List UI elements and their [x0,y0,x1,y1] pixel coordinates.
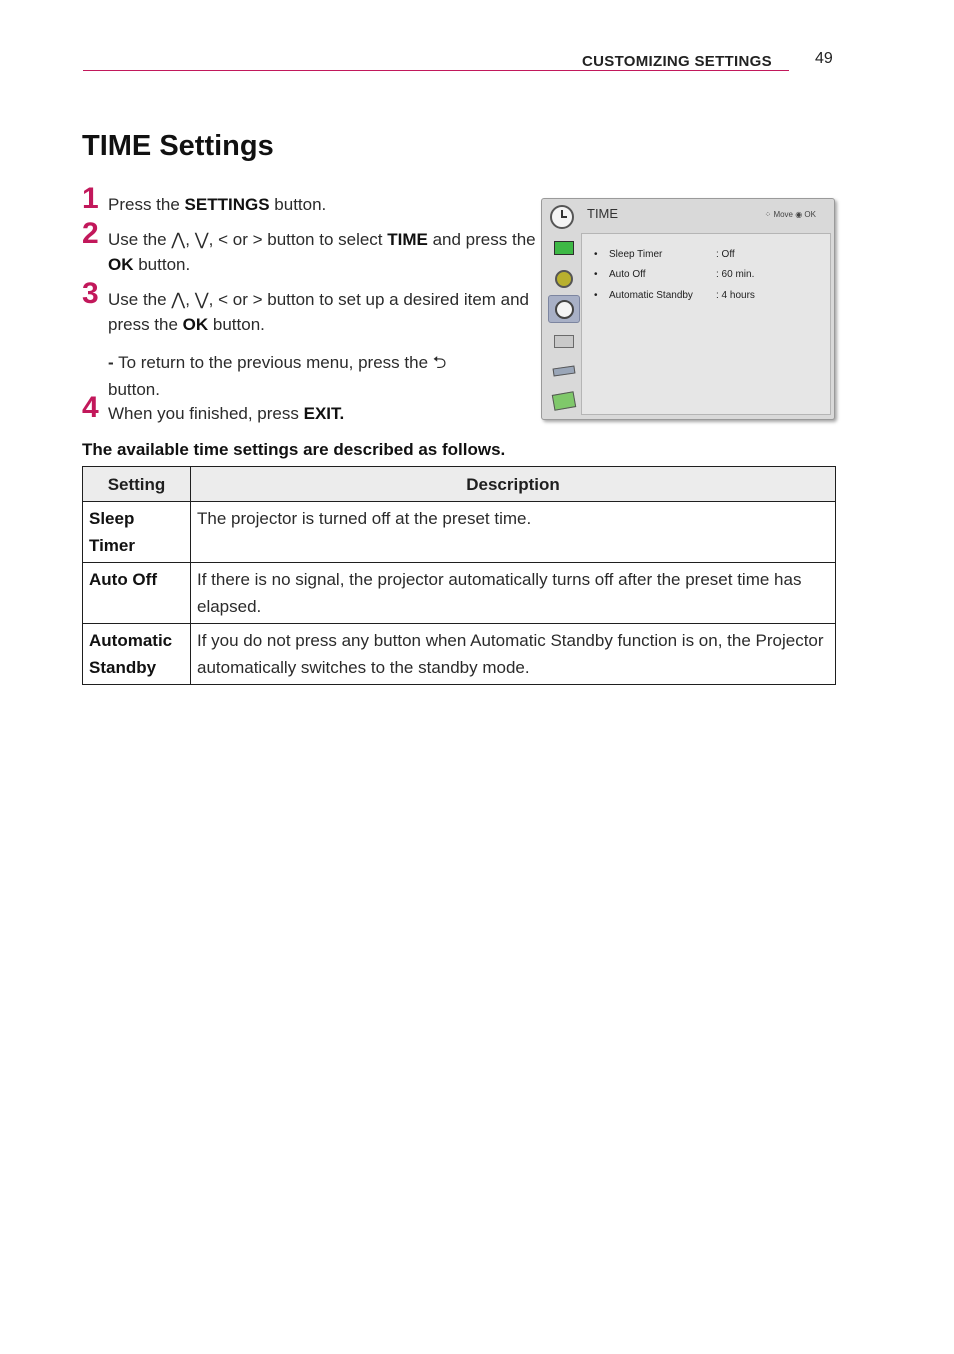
setting-name: Sleep Timer [83,502,191,563]
step-number: 3 [82,277,99,310]
osd-settings-panel [581,233,831,415]
clock-icon [555,300,574,319]
osd-item-sleep-timer[interactable]: • Sleep Timer : Off [594,249,735,260]
setting-description: The projector is turned off at the preset time. [191,502,836,563]
settings-table [82,466,836,685]
page-number: 49 [815,50,833,67]
osd-category-time[interactable] [548,295,580,323]
step-text: Use the ⋀, ⋁, < or > button to set up a desired item and press the OK button. [108,290,530,334]
step-text: Press the SETTINGS button. [108,195,327,214]
setting-description: If there is no signal, the projector automatically turns off after the preset time has elapsed. [191,563,836,624]
osd-item-auto-off[interactable]: • Auto Off : 60 min. [594,269,755,280]
briefcase-icon [554,335,574,348]
step-3 [82,277,542,337]
monitor-icon [554,241,574,255]
section-title: CUSTOMIZING SETTINGS [582,53,772,70]
step-number: 2 [82,217,99,250]
osd-category-picture[interactable] [548,235,578,261]
clock-icon [550,205,574,229]
page-title: TIME Settings [82,130,274,162]
osd-category-media[interactable] [548,387,578,413]
osd-category-option[interactable] [548,327,578,353]
return-note: - To return to the previous menu, press the ⮌ button. [108,353,447,399]
table-header-row [83,467,836,502]
osd-category-sidebar [546,233,580,415]
setting-name: Automatic Standby [83,624,191,685]
back-icon: ⮌ [432,353,447,372]
tools-icon [553,366,576,377]
osd-nav-hint: ⁘ Move ◉ OK [764,210,816,219]
table-row [83,502,836,563]
osd-category-tools[interactable] [548,357,578,383]
column-header-setting: Setting [83,467,191,502]
setting-name: Auto Off [83,563,191,624]
step-text: When you finished, press EXIT. [108,404,345,423]
osd-category-audio[interactable] [548,265,578,291]
osd-time-menu [541,198,835,420]
step-4 [82,391,542,426]
table-row [83,563,836,624]
step-text: Use the ⋀, ⋁, < or > button to select TIME and press the OK button. [108,230,536,274]
step-number: 4 [82,391,99,424]
step-number: 1 [82,182,99,215]
setting-description: If you do not press any button when Automatic Standby function is on, the Projector automatically switches to the standby mode. [191,624,836,685]
header-rule [83,70,789,71]
osd-item-automatic-standby[interactable]: • Automatic Standby : 4 hours [594,290,755,301]
column-header-description: Description [191,467,836,502]
speaker-icon [555,270,573,288]
table-caption: The available time settings are described as follows. [82,440,506,459]
photo-icon [552,391,576,411]
step-2 [82,217,542,277]
osd-title: TIME [587,206,619,221]
step-1 [82,182,542,217]
table-row [83,624,836,685]
